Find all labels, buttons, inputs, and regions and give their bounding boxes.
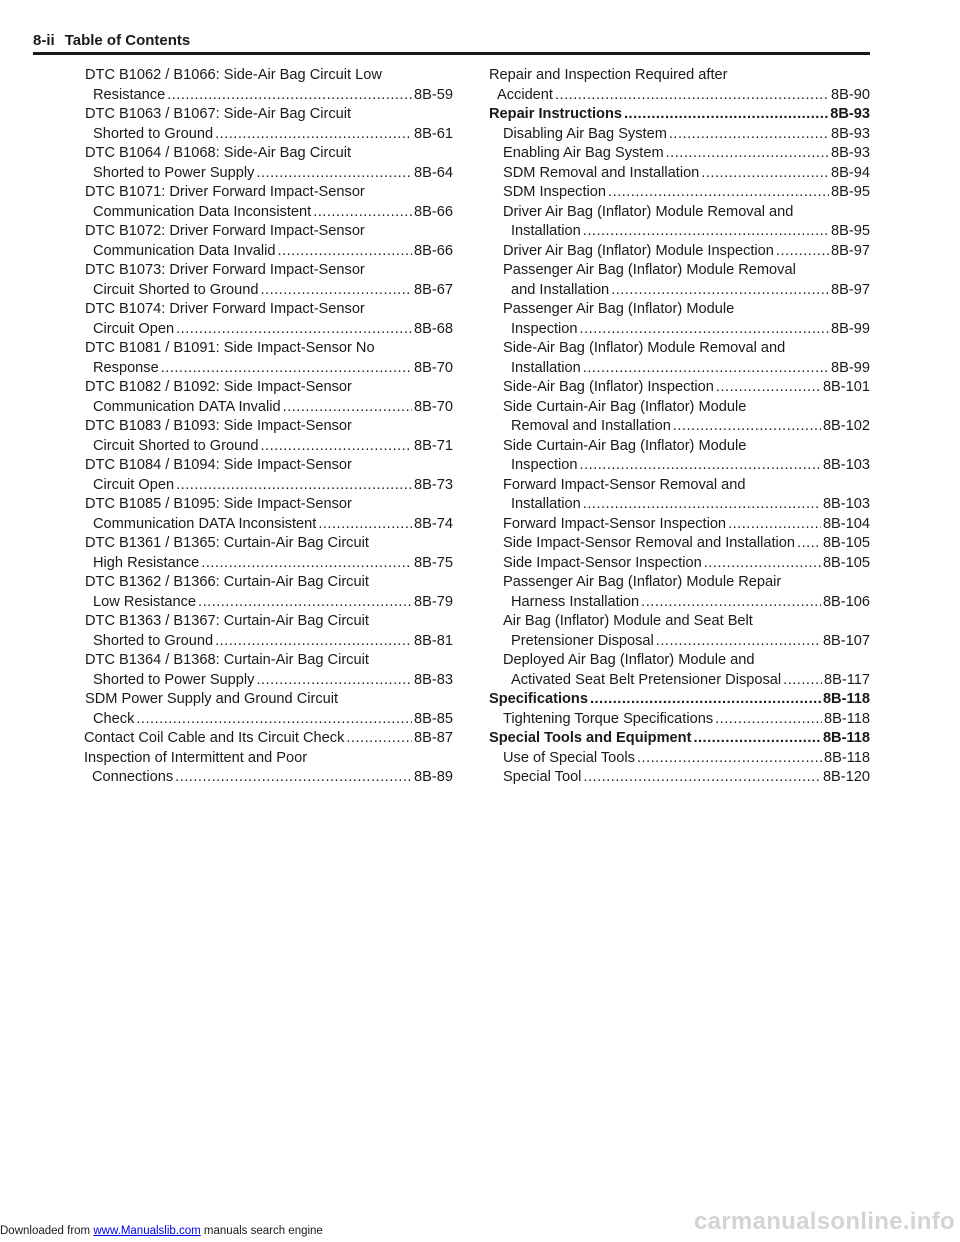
toc-entry[interactable] — [489, 164, 870, 184]
dot-leader — [167, 86, 412, 106]
toc-entry-title-line: Repair Instructions — [489, 106, 622, 122]
toc-entry-title-line: Shorted to Power Supply — [93, 671, 255, 688]
toc-entry-title-line: DTC B1084 / B1094: Side Impact-Sensor — [85, 457, 352, 473]
toc-entry[interactable] — [85, 456, 453, 495]
toc-entry-leader-row — [489, 281, 870, 301]
toc-entry-title-line: DTC B1362 / B1366: Curtain-Air Bag Circuit — [85, 574, 369, 590]
dot-leader — [580, 456, 821, 476]
toc-entry-title-line: Shorted to Power Supply — [93, 164, 255, 181]
toc-entry[interactable] — [85, 534, 453, 573]
toc-entry-leader-row — [489, 554, 870, 574]
toc-entry-page-number: 8B-94 — [831, 164, 870, 181]
toc-entry-title-line: SDM Removal and Installation — [503, 164, 700, 181]
toc-entry-page-number: 8B-97 — [831, 281, 870, 298]
toc-entry-page-number: 8B-118 — [824, 749, 870, 766]
toc-entry-title-line: Passenger Air Bag (Inflator) Module Removal — [503, 262, 796, 278]
toc-entry-title-line: Passenger Air Bag (Inflator) Module — [503, 301, 735, 317]
toc-entry-title-line: Installation — [511, 359, 581, 376]
toc-right-column — [489, 66, 870, 788]
toc-entry-title-line: Circuit Open — [93, 320, 175, 337]
toc-entry[interactable] — [489, 183, 870, 203]
toc-entry-title-line: Disabling Air Bag System — [503, 125, 667, 142]
toc-entry[interactable] — [85, 378, 453, 417]
toc-section-entry[interactable] — [489, 729, 870, 749]
dot-leader — [590, 690, 821, 710]
toc-entry-page-number: 8B-93 — [831, 145, 870, 161]
toc-entry[interactable] — [489, 144, 870, 164]
toc-entry-leader-row — [489, 417, 870, 437]
toc-entry[interactable] — [489, 300, 870, 339]
toc-entry-title-line: Communication Data Inconsistent — [93, 203, 312, 220]
toc-entry-leader-row — [489, 105, 870, 125]
toc-entry-title-line: Air Bag (Inflator) Module and Seat Belt — [503, 613, 753, 629]
toc-entry-page-number: 8B-103 — [822, 457, 870, 473]
page-title: Table of Contents — [64, 32, 191, 49]
toc-entry-leader-row — [489, 534, 870, 554]
toc-entry[interactable] — [85, 144, 453, 183]
toc-entry-leader-row — [489, 710, 870, 730]
toc-entry-title-line: Use of Special Tools — [503, 749, 635, 766]
toc-entry[interactable] — [489, 476, 870, 515]
toc-entry-leader-row — [489, 729, 870, 749]
toc-entry-leader-row — [85, 281, 453, 301]
toc-entry-page-number: 8B-105 — [822, 554, 870, 571]
toc-entry-title-line: Check — [93, 710, 135, 727]
toc-entry[interactable] — [489, 242, 870, 262]
toc-entry-page-number: 8B-81 — [414, 632, 453, 649]
toc-entry-title-line: Circuit Open — [93, 476, 175, 493]
manualslib-link[interactable]: www.Manualslib.com — [93, 1225, 201, 1237]
toc-entry-page-number: 8B-95 — [831, 223, 870, 239]
toc-entry-page-number: 8B-118 — [822, 691, 870, 707]
dot-leader — [776, 242, 829, 262]
toc-entry-leader-row — [85, 710, 453, 730]
header-text — [33, 31, 870, 51]
toc-entry-title-line: Harness Installation — [511, 593, 640, 610]
toc-entry-title-line: Deployed Air Bag (Inflator) Module and — [503, 652, 755, 668]
toc-entry-leader-row — [85, 593, 453, 613]
toc-entry-title-line: Activated Seat Belt Pretensioner Disposal — [511, 671, 782, 688]
toc-section-entry[interactable] — [489, 690, 870, 710]
toc-entry-leader-row — [85, 632, 453, 652]
toc-entry-page-number: 8B-97 — [831, 242, 870, 259]
dot-leader — [656, 632, 821, 652]
toc-entry-title-line: Installation — [511, 223, 581, 239]
toc-entry-title-line: Inspection — [511, 457, 578, 473]
toc-entry-title-line: Communication DATA Inconsistent — [93, 515, 317, 532]
toc-entry-page-number: 8B-64 — [414, 164, 453, 181]
toc-entry[interactable] — [84, 749, 453, 788]
toc-entry-title-line: Pretensioner Disposal — [511, 632, 654, 649]
page-number: 8-ii — [33, 32, 55, 49]
toc-entry[interactable] — [85, 66, 453, 105]
footer-prefix: Downloaded from — [0, 1225, 91, 1237]
toc-entry-title-line: Inspection of Intermittent and Poor — [84, 749, 308, 766]
toc-entry-page-number: 8B-106 — [822, 593, 870, 610]
toc-entry-leader-row — [489, 242, 870, 262]
toc-entry-title-line: DTC B1085 / B1095: Side Impact-Sensor — [85, 496, 352, 512]
toc-entry-title-line: Forward Impact-Sensor Inspection — [503, 515, 727, 532]
dot-leader — [313, 203, 412, 223]
dot-leader — [728, 515, 821, 535]
toc-entry[interactable] — [489, 749, 870, 769]
toc-entry-title-line: DTC B1083 / B1093: Side Impact-Sensor — [85, 418, 352, 434]
toc-entry[interactable] — [84, 729, 453, 749]
toc-entry[interactable] — [489, 66, 870, 105]
watermark-logo: carmanualsonline.info — [693, 1208, 955, 1235]
toc-entry-leader-row — [85, 359, 453, 379]
toc-entry[interactable] — [85, 222, 453, 261]
footer-suffix: manuals search engine — [203, 1225, 323, 1237]
toc-entry-page-number: 8B-118 — [824, 710, 870, 727]
dot-leader — [256, 671, 412, 691]
toc-entry-leader-row — [489, 749, 870, 769]
toc-entry-title-line: SDM Power Supply and Ground Circuit — [85, 691, 339, 707]
toc-entry-page-number: 8B-118 — [822, 730, 870, 746]
toc-entry[interactable] — [489, 339, 870, 378]
toc-entry-page-number: 8B-74 — [414, 515, 453, 532]
toc-entry[interactable] — [489, 515, 870, 535]
toc-entry-title-line: Repair and Inspection Required after — [489, 67, 728, 83]
toc-entry[interactable] — [489, 612, 870, 651]
toc-entry-title-line: DTC B1361 / B1365: Curtain-Air Bag Circuit — [85, 535, 369, 551]
toc-entry[interactable] — [489, 378, 870, 398]
toc-entry-page-number: 8B-117 — [824, 671, 870, 688]
toc-entry-page-number: 8B-70 — [414, 359, 453, 376]
dot-leader — [611, 281, 829, 301]
toc-entry-leader-row — [85, 671, 453, 691]
toc-entry-title-line: DTC B1364 / B1368: Curtain-Air Bag Circuit — [85, 652, 369, 668]
toc-entry[interactable] — [85, 651, 453, 690]
toc-entry-title-line: Connections — [92, 769, 174, 785]
dot-leader — [555, 86, 829, 106]
toc-entry-title-line: Side-Air Bag (Inflator) Inspection — [503, 379, 714, 395]
toc-entry-title-line: Forward Impact-Sensor Removal and — [503, 476, 746, 493]
toc-entry-page-number: 8B-102 — [822, 418, 870, 434]
dot-leader — [693, 729, 820, 749]
toc-entry-title-line: SDM Inspection — [503, 184, 607, 200]
dot-leader — [637, 749, 822, 769]
toc-entry-page-number: 8B-99 — [831, 320, 870, 337]
toc-entry-page-number: 8B-89 — [414, 769, 453, 785]
toc-entry-title-line: Removal and Installation — [511, 418, 671, 434]
toc-entry-title-line: Driver Air Bag (Inflator) Module Inspection — [503, 242, 774, 259]
toc-entry-page-number: 8B-66 — [414, 242, 453, 259]
toc-entry-title-line: Communication DATA Invalid — [93, 398, 281, 415]
dot-leader — [198, 593, 412, 613]
dot-leader — [797, 534, 821, 554]
toc-entry-leader-row — [489, 593, 870, 613]
toc-entry[interactable] — [85, 300, 453, 339]
dot-leader — [583, 359, 829, 379]
dot-leader — [278, 242, 413, 262]
toc-entry-title-line: Resistance — [93, 86, 166, 103]
toc-entry-title-line: Side Curtain-Air Bag (Inflator) Module — [503, 437, 747, 454]
dot-leader — [201, 554, 412, 574]
toc-entry-leader-row — [85, 242, 453, 262]
toc-entry-title-line: DTC B1064 / B1068: Side-Air Bag Circuit — [85, 145, 352, 161]
dot-leader — [704, 554, 821, 574]
dot-leader — [260, 437, 412, 457]
toc-entry[interactable] — [489, 261, 870, 300]
toc-entry-leader-row — [489, 86, 870, 106]
toc-entry-title-line: Enabling Air Bag System — [503, 145, 664, 161]
toc-entry-page-number: 8B-83 — [414, 671, 453, 688]
toc-entry-title-line: DTC B1081 / B1091: Side Impact-Sensor No — [85, 340, 375, 356]
toc-entry[interactable] — [85, 417, 453, 456]
toc-entry-title-line: DTC B1071: Driver Forward Impact-Sensor — [85, 184, 365, 200]
toc-entry-leader-row — [489, 690, 870, 710]
dot-leader — [666, 144, 829, 164]
toc-entry-title-line: Shorted to Ground — [93, 632, 214, 649]
dot-leader — [701, 164, 829, 184]
toc-entry-title-line: Driver Air Bag (Inflator) Module Removal and — [503, 203, 794, 220]
toc-entry-page-number: 8B-71 — [414, 437, 453, 454]
toc-entry-leader-row — [489, 320, 870, 340]
toc-entry-title-line: Passenger Air Bag (Inflator) Module Repair — [503, 574, 782, 590]
toc-entry-title-line: Side Curtain-Air Bag (Inflator) Module — [503, 398, 747, 415]
toc-entry-leader-row — [489, 144, 870, 164]
dot-leader — [256, 164, 412, 184]
toc-entry-title-line: Accident — [497, 86, 553, 103]
toc-entry-title-line: DTC B1072: Driver Forward Impact-Sensor — [85, 223, 365, 239]
toc-entry[interactable] — [489, 554, 870, 574]
dot-leader — [669, 125, 829, 145]
toc-entry-title-line: and Installation — [511, 281, 610, 298]
toc-entry-page-number: 8B-79 — [414, 593, 453, 610]
toc-entry[interactable] — [489, 125, 870, 145]
toc-entry-page-number: 8B-70 — [414, 398, 453, 415]
dot-leader — [176, 476, 412, 496]
toc-entry[interactable] — [85, 339, 453, 378]
toc-entry-leader-row — [84, 729, 453, 749]
dot-leader — [583, 495, 821, 515]
toc-entry-page-number: 8B-61 — [414, 125, 453, 142]
dot-leader — [176, 320, 412, 340]
toc-entry-page-number: 8B-105 — [822, 535, 870, 551]
dot-leader — [283, 398, 412, 418]
dot-leader — [346, 729, 412, 749]
toc-entry-title-line: Response — [93, 359, 159, 376]
toc-entry-leader-row — [489, 164, 870, 184]
toc-entry-title-line: Contact Coil Cable and Its Circuit Check — [84, 730, 345, 746]
toc-entry[interactable] — [85, 495, 453, 534]
toc-entry[interactable] — [489, 573, 870, 612]
toc-entry-page-number: 8B-59 — [414, 86, 453, 103]
toc-entry-page-number: 8B-85 — [414, 710, 453, 727]
dot-leader — [260, 281, 412, 301]
toc-entry-leader-row — [84, 768, 453, 788]
toc-entry-title-line: Installation — [511, 496, 581, 512]
toc-entry-leader-row — [85, 398, 453, 418]
dot-leader — [215, 632, 412, 652]
toc-left-column — [85, 66, 453, 788]
dot-leader — [641, 593, 821, 613]
toc-entry[interactable] — [85, 183, 453, 222]
toc-entry-leader-row — [85, 125, 453, 145]
toc-entry-title-line: DTC B1073: Driver Forward Impact-Sensor — [85, 262, 365, 278]
toc-entry-leader-row — [489, 632, 870, 652]
toc-entry-title-line: Side Impact-Sensor Removal and Installation — [503, 535, 796, 551]
toc-entry-page-number: 8B-75 — [414, 554, 453, 571]
dot-leader — [783, 671, 822, 691]
toc-entry-title-line: Shorted to Ground — [93, 125, 214, 142]
toc-entry[interactable] — [85, 105, 453, 144]
toc-entry-page-number: 8B-93 — [831, 125, 870, 142]
toc-entry-page-number: 8B-107 — [822, 632, 870, 649]
toc-entry-title-line: Circuit Shorted to Ground — [93, 437, 259, 454]
toc-entry-page-number: 8B-73 — [414, 476, 453, 493]
dot-leader — [318, 515, 412, 535]
toc-entry-title-line: Side Impact-Sensor Inspection — [503, 554, 702, 571]
dot-leader — [608, 183, 829, 203]
toc-entry-leader-row — [489, 222, 870, 242]
toc-entry-leader-row — [85, 320, 453, 340]
toc-section-entry[interactable] — [489, 105, 870, 125]
toc-entry[interactable] — [489, 398, 870, 437]
toc-entry-title-line: High Resistance — [93, 554, 200, 571]
download-footer — [0, 1224, 323, 1238]
toc-entry-leader-row — [85, 515, 453, 535]
dot-leader — [580, 320, 830, 340]
toc-entry-title-line: Specifications — [489, 691, 588, 707]
toc-entry-page-number: 8B-104 — [822, 515, 870, 532]
toc-entry[interactable] — [85, 690, 453, 729]
toc-entry-leader-row — [85, 164, 453, 184]
dot-leader — [161, 359, 412, 379]
toc-entry-leader-row — [489, 768, 870, 788]
toc-entry-title-line: DTC B1082 / B1092: Side Impact-Sensor — [85, 379, 352, 395]
toc-entry-title-line: Special Tools and Equipment — [489, 730, 692, 746]
toc-entry-title-line: DTC B1063 / B1067: Side-Air Bag Circuit — [85, 106, 352, 122]
toc-entry-leader-row — [489, 378, 870, 398]
toc-entry-page-number: 8B-67 — [414, 281, 453, 298]
toc-entry-leader-row — [489, 183, 870, 203]
toc-entry-page-number: 8B-99 — [831, 359, 870, 376]
toc-entry-title-line: Tightening Torque Specifications — [503, 710, 714, 727]
toc-entry-title-line: Inspection — [511, 320, 578, 337]
toc-entry-page-number: 8B-90 — [831, 86, 870, 103]
toc-entry-leader-row — [489, 671, 870, 691]
header-divider — [33, 52, 870, 55]
toc-entry[interactable] — [85, 612, 453, 651]
toc-entry-page-number: 8B-120 — [822, 769, 870, 785]
toc-entry-title-line: Circuit Shorted to Ground — [93, 281, 259, 298]
toc-entry[interactable] — [489, 534, 870, 554]
toc-entry-title-line: DTC B1074: Driver Forward Impact-Sensor — [85, 301, 365, 317]
dot-leader — [673, 417, 821, 437]
dot-leader — [175, 768, 412, 788]
toc-entry-title-line: DTC B1363 / B1367: Curtain-Air Bag Circuit — [85, 613, 369, 629]
dot-leader — [136, 710, 412, 730]
toc-entry-leader-row — [85, 203, 453, 223]
toc-entry[interactable] — [489, 768, 870, 788]
toc-entry-leader-row — [85, 86, 453, 106]
toc-entry[interactable] — [489, 651, 870, 690]
toc-entry-page-number: 8B-68 — [414, 320, 453, 337]
dot-leader — [716, 378, 821, 398]
toc-entry-title-line: Special Tool — [503, 769, 582, 785]
toc-entry-title-line: Communication Data Invalid — [93, 242, 276, 259]
dot-leader — [624, 105, 828, 125]
toc-entry[interactable] — [489, 203, 870, 242]
toc-entry-leader-row — [489, 125, 870, 145]
toc-entry-leader-row — [489, 495, 870, 515]
toc-entry-leader-row — [85, 476, 453, 496]
dot-leader — [583, 768, 821, 788]
toc-entry-title-line: Side-Air Bag (Inflator) Module Removal and — [503, 340, 786, 356]
toc-entry[interactable] — [489, 437, 870, 476]
dot-leader — [215, 125, 412, 145]
toc-entry-leader-row — [489, 456, 870, 476]
toc-entry-page-number: 8B-101 — [822, 379, 870, 395]
toc-entry-page-number: 8B-93 — [830, 106, 870, 122]
dot-leader — [583, 222, 829, 242]
page-header — [33, 31, 870, 51]
toc-entry-page-number: 8B-66 — [414, 203, 453, 220]
toc-entry-leader-row — [85, 437, 453, 457]
toc-entry-page-number: 8B-95 — [831, 184, 870, 200]
toc-entry-page-number: 8B-103 — [822, 496, 870, 512]
dot-leader — [715, 710, 822, 730]
toc-entry-leader-row — [489, 359, 870, 379]
toc-entry[interactable] — [489, 710, 870, 730]
toc-entry[interactable] — [85, 261, 453, 300]
toc-entry-title-line: DTC B1062 / B1066: Side-Air Bag Circuit Low — [85, 67, 382, 83]
toc-entry-title-line: Low Resistance — [93, 593, 197, 610]
toc-entry-page-number: 8B-87 — [414, 730, 453, 746]
toc-entry[interactable] — [85, 573, 453, 612]
toc-entry-leader-row — [85, 554, 453, 574]
toc-entry-leader-row — [489, 515, 870, 535]
